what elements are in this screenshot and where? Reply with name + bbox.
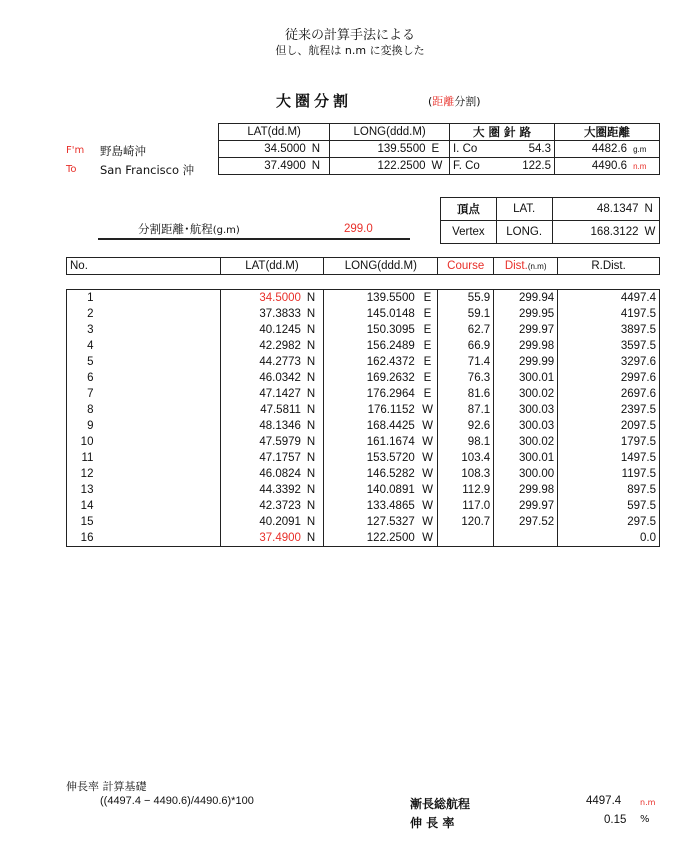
- row-long: 122.2500: [324, 530, 418, 547]
- total-unit: n.m: [640, 798, 656, 807]
- row-lat: 44.3392: [220, 482, 304, 498]
- row-lat: 40.1245: [220, 322, 304, 338]
- row-course: 71.4: [438, 354, 494, 370]
- row-rdist: 1797.5: [558, 434, 660, 450]
- vertex-table: [440, 197, 660, 244]
- row-long: 161.1674: [324, 434, 418, 450]
- to-unit: n.m: [630, 158, 659, 175]
- row-lat: 47.1757: [220, 450, 304, 466]
- table-row: [67, 434, 660, 450]
- row-dist: 299.95: [494, 306, 558, 322]
- row-rdist: 4197.5: [558, 306, 660, 322]
- row-ns: N: [304, 290, 324, 307]
- row-long: 169.2632: [324, 370, 418, 386]
- row-spacer: [96, 514, 220, 530]
- row-lat: 42.2982: [220, 338, 304, 354]
- row-spacer: [96, 450, 220, 466]
- summary-header-long: LONG(ddd.M): [330, 124, 450, 141]
- row-ns: N: [306, 388, 316, 400]
- row-ew: E: [423, 324, 432, 336]
- row-dist: 300.03: [494, 402, 558, 418]
- row-long: 127.5327: [324, 514, 418, 530]
- row-spacer: [96, 322, 220, 338]
- row-course: 59.1: [438, 306, 494, 322]
- row-rdist: 3897.5: [558, 322, 660, 338]
- table-row: [67, 338, 660, 354]
- row-spacer: [96, 418, 220, 434]
- row-dist: 299.99: [494, 354, 558, 370]
- row-ew: W: [422, 436, 433, 448]
- header-gap: [67, 275, 660, 290]
- table-row: [67, 514, 660, 530]
- row-dist: 297.52: [494, 514, 558, 530]
- row-lat: 34.5000: [220, 290, 304, 307]
- row-spacer: [96, 338, 220, 354]
- row-ew: W: [422, 500, 433, 512]
- rate-value: 0.15: [604, 814, 627, 826]
- vertex-long: 168.3122: [552, 221, 641, 244]
- row-lat: 37.4900: [220, 530, 304, 547]
- vertex-ns: N: [642, 198, 660, 221]
- row-dist: 300.01: [494, 370, 558, 386]
- vertex-long-label: LONG.: [496, 221, 552, 244]
- row-lat: 48.1346: [220, 418, 304, 434]
- to-tag: To: [66, 164, 77, 175]
- document-subtitle: 但し、航程は n.m に変換した: [275, 44, 425, 57]
- vertex-ew: W: [642, 221, 660, 244]
- row-ew: E: [423, 308, 432, 320]
- row-rdist: 2397.5: [558, 402, 660, 418]
- row-lat: 47.5979: [220, 434, 304, 450]
- row-course: 81.6: [438, 386, 494, 402]
- table-row: [67, 354, 660, 370]
- row-ew: W: [422, 404, 433, 416]
- row-ew: W: [422, 420, 433, 432]
- row-no: 6: [67, 370, 97, 386]
- to-place: San Francisco 沖: [100, 163, 195, 177]
- row-course: 108.3: [438, 466, 494, 482]
- row-course: 98.1: [438, 434, 494, 450]
- row-no: 10: [67, 434, 97, 450]
- row-spacer: [96, 482, 220, 498]
- row-course: 103.4: [438, 450, 494, 466]
- summary-header-dist: 大圏距離: [554, 124, 659, 141]
- row-no: 14: [67, 498, 97, 514]
- row-long: 133.4865: [324, 498, 418, 514]
- row-spacer: [96, 306, 220, 322]
- row-rdist: 3297.6: [558, 354, 660, 370]
- sub-heading: (距離分割): [428, 95, 481, 108]
- row-course: 76.3: [438, 370, 494, 386]
- waypoint-table: [66, 257, 660, 547]
- row-long: 156.2489: [324, 338, 418, 354]
- row-long: 162.4372: [324, 354, 418, 370]
- row-ns: N: [306, 372, 316, 384]
- formula: ((4497.4 − 4490.6)/4490.6)*100: [100, 795, 254, 807]
- table-row: [67, 386, 660, 402]
- row-ns: N: [306, 500, 316, 512]
- summary-table: [218, 123, 660, 175]
- row-spacer: [96, 290, 220, 307]
- row-no: 11: [67, 450, 97, 466]
- to-dist: 4490.6: [554, 158, 630, 175]
- row-ew: W: [422, 516, 433, 528]
- row-ns: N: [306, 308, 316, 320]
- from-ew: E: [428, 141, 449, 158]
- row-course: 66.9: [438, 338, 494, 354]
- waypoint-rows: [67, 290, 660, 547]
- from-place: 野島崎沖: [100, 144, 146, 158]
- row-dist: 299.97: [494, 322, 558, 338]
- to-course: 122.5: [504, 158, 554, 175]
- row-course: 117.0: [438, 498, 494, 514]
- from-course-label: I. Co: [449, 141, 504, 158]
- row-rdist: 2997.6: [558, 370, 660, 386]
- row-spacer: [96, 498, 220, 514]
- summary-row-to: [219, 158, 660, 175]
- row-long: 153.5720: [324, 450, 418, 466]
- row-lat: 44.2773: [220, 354, 304, 370]
- row-ns: N: [306, 340, 316, 352]
- row-lat: 47.5811: [220, 402, 304, 418]
- header-lat: LAT(dd.M): [220, 258, 324, 275]
- row-rdist: 2097.5: [558, 418, 660, 434]
- row-long: 140.0891: [324, 482, 418, 498]
- total-value: 4497.4: [586, 795, 622, 807]
- row-no: 13: [67, 482, 97, 498]
- from-ns: N: [309, 141, 330, 158]
- from-course: 54.3: [504, 141, 554, 158]
- table-row: [67, 530, 660, 547]
- row-dist: 300.01: [494, 450, 558, 466]
- row-dist: 299.98: [494, 338, 558, 354]
- row-lat: 37.3833: [220, 306, 304, 322]
- summary-header-lat: LAT(dd.M): [219, 124, 330, 141]
- from-dist: 4482.6: [554, 141, 630, 158]
- summary-row-from: [219, 141, 660, 158]
- row-rdist: 1497.5: [558, 450, 660, 466]
- row-long: 139.5500: [324, 290, 418, 307]
- row-no: 5: [67, 354, 97, 370]
- row-ns: N: [306, 484, 316, 496]
- row-course: 87.1: [438, 402, 494, 418]
- segment-underline: [98, 238, 410, 240]
- row-course: 120.7: [438, 514, 494, 530]
- table-row: [67, 498, 660, 514]
- header-course: Course: [438, 258, 494, 275]
- table-row: [67, 322, 660, 338]
- row-lat: 46.0824: [220, 466, 304, 482]
- row-lat: 46.0342: [220, 370, 304, 386]
- total-label: 漸長総航程: [410, 797, 471, 811]
- row-ew: E: [423, 356, 432, 368]
- header-spacer: [96, 258, 220, 275]
- row-ns: N: [306, 404, 316, 416]
- from-unit: g.m: [630, 141, 659, 158]
- from-lat: 34.5000: [219, 141, 309, 158]
- segment-label: [138, 221, 240, 237]
- row-spacer: [96, 402, 220, 418]
- row-dist: 300.03: [494, 418, 558, 434]
- row-long: 168.4425: [324, 418, 418, 434]
- row-spacer: [96, 386, 220, 402]
- main-heading: 大圏分割: [276, 92, 353, 110]
- row-course: 55.9: [438, 290, 494, 307]
- row-no: 16: [67, 530, 97, 547]
- row-no: 4: [67, 338, 97, 354]
- row-dist: [494, 530, 558, 547]
- table-row: [67, 466, 660, 482]
- row-lat: 40.2091: [220, 514, 304, 530]
- row-dist: 299.94: [494, 290, 558, 307]
- row-course: 92.6: [438, 418, 494, 434]
- table-row: [67, 370, 660, 386]
- row-course: [438, 530, 494, 547]
- row-long: 176.1152: [324, 402, 418, 418]
- row-ew: E: [423, 340, 432, 352]
- row-spacer: [96, 530, 220, 547]
- row-ns: N: [306, 452, 316, 464]
- row-no: 2: [67, 306, 97, 322]
- row-ew: W: [422, 452, 433, 464]
- row-spacer: [96, 370, 220, 386]
- row-long: 146.5282: [324, 466, 418, 482]
- header-rdist: R.Dist.: [558, 258, 660, 275]
- to-lat: 37.4900: [219, 158, 309, 175]
- row-course: 112.9: [438, 482, 494, 498]
- row-spacer: [96, 466, 220, 482]
- sub-heading-red: 距離: [432, 95, 455, 108]
- row-ew: W: [418, 530, 438, 547]
- to-ew: W: [428, 158, 449, 175]
- row-no: 12: [67, 466, 97, 482]
- row-long: 176.2964: [324, 386, 418, 402]
- row-dist: 300.00: [494, 466, 558, 482]
- to-course-label: F. Co: [449, 158, 504, 175]
- row-course: 62.7: [438, 322, 494, 338]
- summary-header-course: 大 圏 針 路: [449, 124, 554, 141]
- row-rdist: 897.5: [558, 482, 660, 498]
- table-row: [67, 450, 660, 466]
- segment-label-text: 分割距離･航程: [138, 222, 213, 236]
- header-dist-text: Dist.: [504, 260, 528, 272]
- from-long: 139.5500: [330, 141, 429, 158]
- header-long: LONG(ddd.M): [324, 258, 438, 275]
- row-ew: E: [423, 372, 432, 384]
- row-ew: E: [418, 290, 438, 307]
- row-rdist: 0.0: [558, 530, 660, 547]
- basis-label: 伸長率 計算基礎: [66, 780, 147, 793]
- segment-unit: (g.m): [212, 225, 240, 236]
- table-row: [67, 290, 660, 307]
- row-ns: N: [306, 516, 316, 528]
- rate-unit: %: [640, 814, 650, 825]
- row-dist: 299.97: [494, 498, 558, 514]
- row-ns: N: [304, 530, 324, 547]
- table-row: [67, 418, 660, 434]
- row-ew: W: [422, 484, 433, 496]
- row-no: 7: [67, 386, 97, 402]
- segment-value: 299.0: [344, 223, 373, 235]
- row-rdist: 297.5: [558, 514, 660, 530]
- row-no: 8: [67, 402, 97, 418]
- row-ns: N: [306, 356, 316, 368]
- document-title: 従来の計算手法による: [284, 28, 415, 43]
- row-rdist: 2697.6: [558, 386, 660, 402]
- header-no: No.: [67, 258, 97, 275]
- row-ns: N: [306, 436, 316, 448]
- table-row: [67, 306, 660, 322]
- row-lat: 47.1427: [220, 386, 304, 402]
- row-rdist: 4497.4: [558, 290, 660, 307]
- row-ns: N: [306, 468, 316, 480]
- row-no: 15: [67, 514, 97, 530]
- row-long: 150.3095: [324, 322, 418, 338]
- to-long: 122.2500: [330, 158, 429, 175]
- row-no: 3: [67, 322, 97, 338]
- row-lat: 42.3723: [220, 498, 304, 514]
- row-dist: 300.02: [494, 386, 558, 402]
- row-ew: W: [422, 468, 433, 480]
- row-ns: N: [306, 324, 316, 336]
- from-tag: F'm: [66, 145, 85, 156]
- row-ns: N: [306, 420, 316, 432]
- row-no: 9: [67, 418, 97, 434]
- row-rdist: 3597.5: [558, 338, 660, 354]
- row-ew: E: [423, 388, 432, 400]
- row-long: 145.0148: [324, 306, 418, 322]
- header-dist-unit: (n.m): [527, 262, 547, 271]
- row-dist: 300.02: [494, 434, 558, 450]
- row-dist: 299.98: [494, 482, 558, 498]
- rate-label: 伸 長 率: [410, 816, 455, 830]
- vertex-lat: 48.1347: [552, 198, 641, 221]
- vertex-label-jp: 頂点: [441, 198, 497, 221]
- row-rdist: 1197.5: [558, 466, 660, 482]
- table-row: [67, 482, 660, 498]
- vertex-label-en: Vertex: [441, 221, 497, 244]
- row-no: 1: [67, 290, 97, 307]
- to-ns: N: [309, 158, 330, 175]
- row-spacer: [96, 434, 220, 450]
- table-row: [67, 402, 660, 418]
- vertex-lat-label: LAT.: [496, 198, 552, 221]
- row-spacer: [96, 354, 220, 370]
- header-dist: [494, 258, 558, 275]
- row-rdist: 597.5: [558, 498, 660, 514]
